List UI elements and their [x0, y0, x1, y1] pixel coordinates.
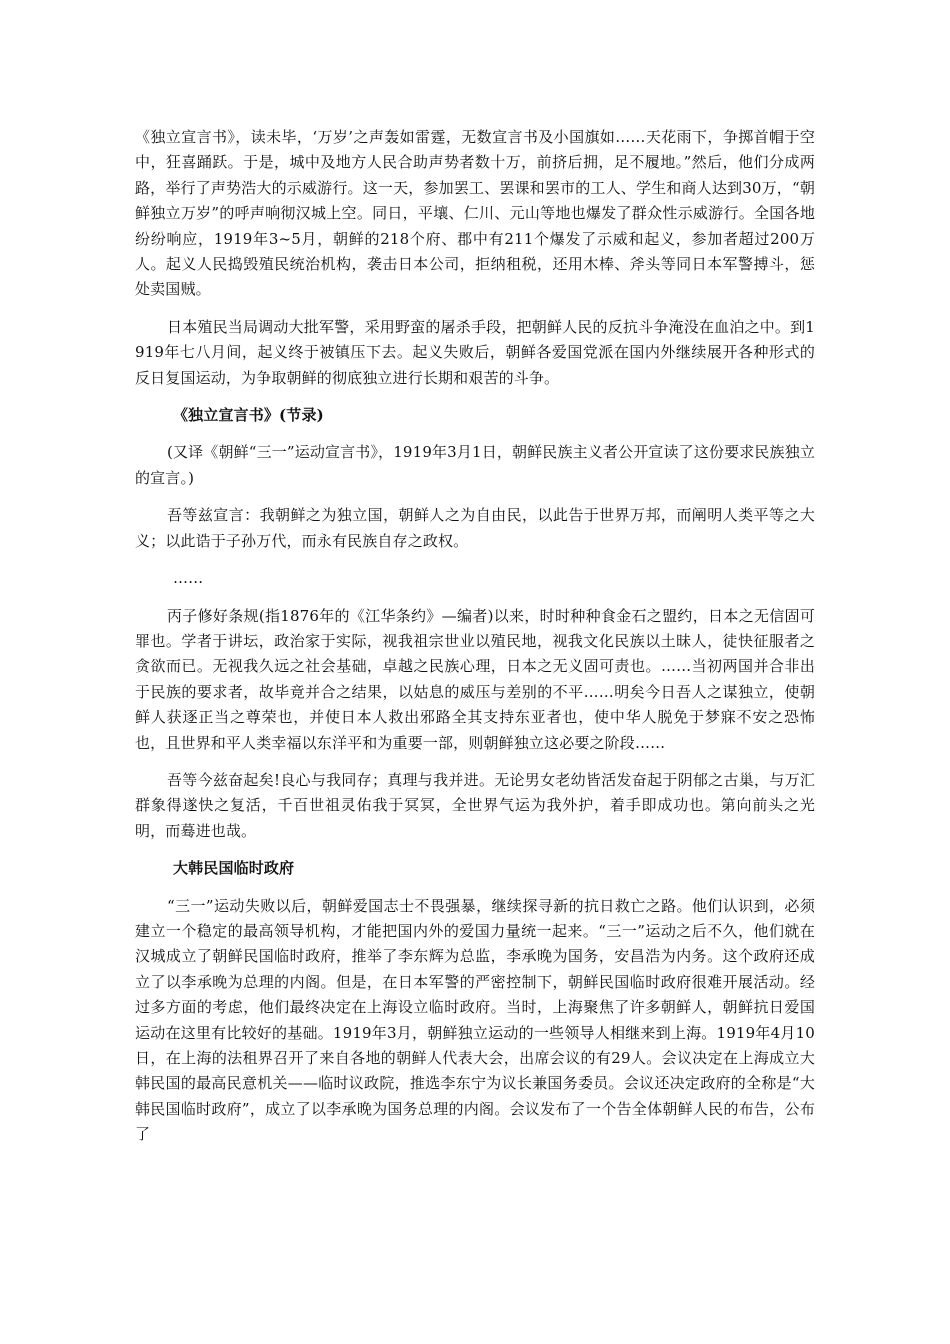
paragraph-provisional-government: “三一”运动失败以后，朝鲜爱国志士不畏强暴，继续探寻新的抗日救亡之路。他们认识到，必须建立一个稳定的最高领导机构，才能把国内外的爱国力量统一起来。“三一”运动之后不久，他们就在汉城成立了朝鲜民国临时政府，推举了李东辉为总监，李承晚为国务，安昌浩为内务。这个政府还成立了以李承晚为总理的内阁。但是，在日本军警的严密控制下，朝鲜民国临时政府很难开展活动。经过多方面的考虑，他们最终决定在上海设立临时政府。当时，上海聚焦了许多朝鲜人，朝鲜抗日爱国运动在这里有比较好的基础。1919年3月，朝鲜独立运动的一些领导人相继来到上海。1919年4月10日，在上海的法租界召开了来自各地的朝鲜人代表大会，出席会议的有29人。会议决定在上海成立大韩民国的最高民意机关——临时议政院，推选李东宁为议长兼国务委员。会议还决定政府的全称是“大韩民国临时政府”，成立了以李承晚为国务总理的内阁。会议发布了一个告全体朝鲜人民的布告，公布了	[135, 896, 815, 1144]
paragraph-declaration-closing: 吾等今兹奋起矣!良心与我同存；真理与我并进。无论男女老幼皆活发奋起于阴郁之古巢，与万汇群象得遂快之复活，千百世祖灵佑我于冥冥，全世界气运为我外护，着手即成功也。第向前头之光明，而蓦进也哉。	[135, 770, 815, 840]
paragraph-declaration-body: 丙子修好条规(指1876年的《江华条约》—编者)以来，时时种种食金石之盟约，日本之无信固可罪也。学者于讲坛，政治家于实际，视我祖宗世业以殖民地，视我文化民族以土昧人，徒快征服者之贪欲而已。无视我久远之社会基础，卓越之民族心理，日本之无义固可责也。……当初两国并合非出于民族的要求者，故毕竟并合之结果，以姑息的威压与差别的不平……明矣今日吾人之谋独立，使朝鲜人获逐正当之尊荣也，并使日本人救出邪路全其支持东亚者也，使中华人脱免于梦寐不安之恐怖也，且世界和平人类幸福以东洋平和为重要一部，则朝鲜独立这必要之阶段……	[135, 606, 815, 752]
section-heading-declaration: 《独立宣言书》(节录)	[173, 406, 324, 425]
paragraph-demonstration: 《独立宣言书》，读未毕，‘万岁’之声轰如雷霆，无数宣言书及小国旗如……天花雨下，争掷首帽于空中，狂喜踊跃。于是，城中及地方人民合助声势者数十万，前挤后拥，足不履地。”然后，他们分成两路，举行了声势浩大的示威游行。这一天，参加罢工、罢课和罢市的工人、学生和商人达到30万，“朝鲜独立万岁”的呼声响彻汉城上空。同日，平壤、仁川、元山等地也爆发了群众性示威游行。全国各地纷纷响应，1919年3~5月，朝鲜的218个府、郡中有211个爆发了示威和起义，参加者超过200万人。起义人民捣毁殖民统治机构，袭击日本公司，拒纳租税，还用木棒、斧头等同日本军警搏斗，惩处卖国贼。	[135, 128, 815, 299]
section-heading-provisional-government: 大韩民国临时政府	[173, 859, 295, 878]
paragraph-declaration-opening: 吾等兹宣言：我朝鲜之为独立国，朝鲜人之为自由民，以此告于世界万邦，而阐明人类平等之大义；以此诰于子孙万代，而永有民族自存之政权。	[135, 506, 815, 550]
ellipsis-separator: ……	[173, 569, 204, 588]
document-page	[135, 125, 815, 1160]
paragraph-suppression: 日本殖民当局调动大批军警，采用野蛮的屠杀手段，把朝鲜人民的反抗斗争淹没在血泊之中。到1919年七八月间，起义终于被镇压下去。起义失败后，朝鲜各爱国党派在国内外继续展开各种形式的反日复国运动，为争取朝鲜的彻底独立进行长期和艰苦的斗争。	[135, 317, 815, 387]
paragraph-declaration-note: (又译《朝鲜“三一”运动宣言书》，1919年3月1日，朝鲜民族主义者公开宣读了这份要求民族独立的宣言。)	[135, 443, 816, 487]
